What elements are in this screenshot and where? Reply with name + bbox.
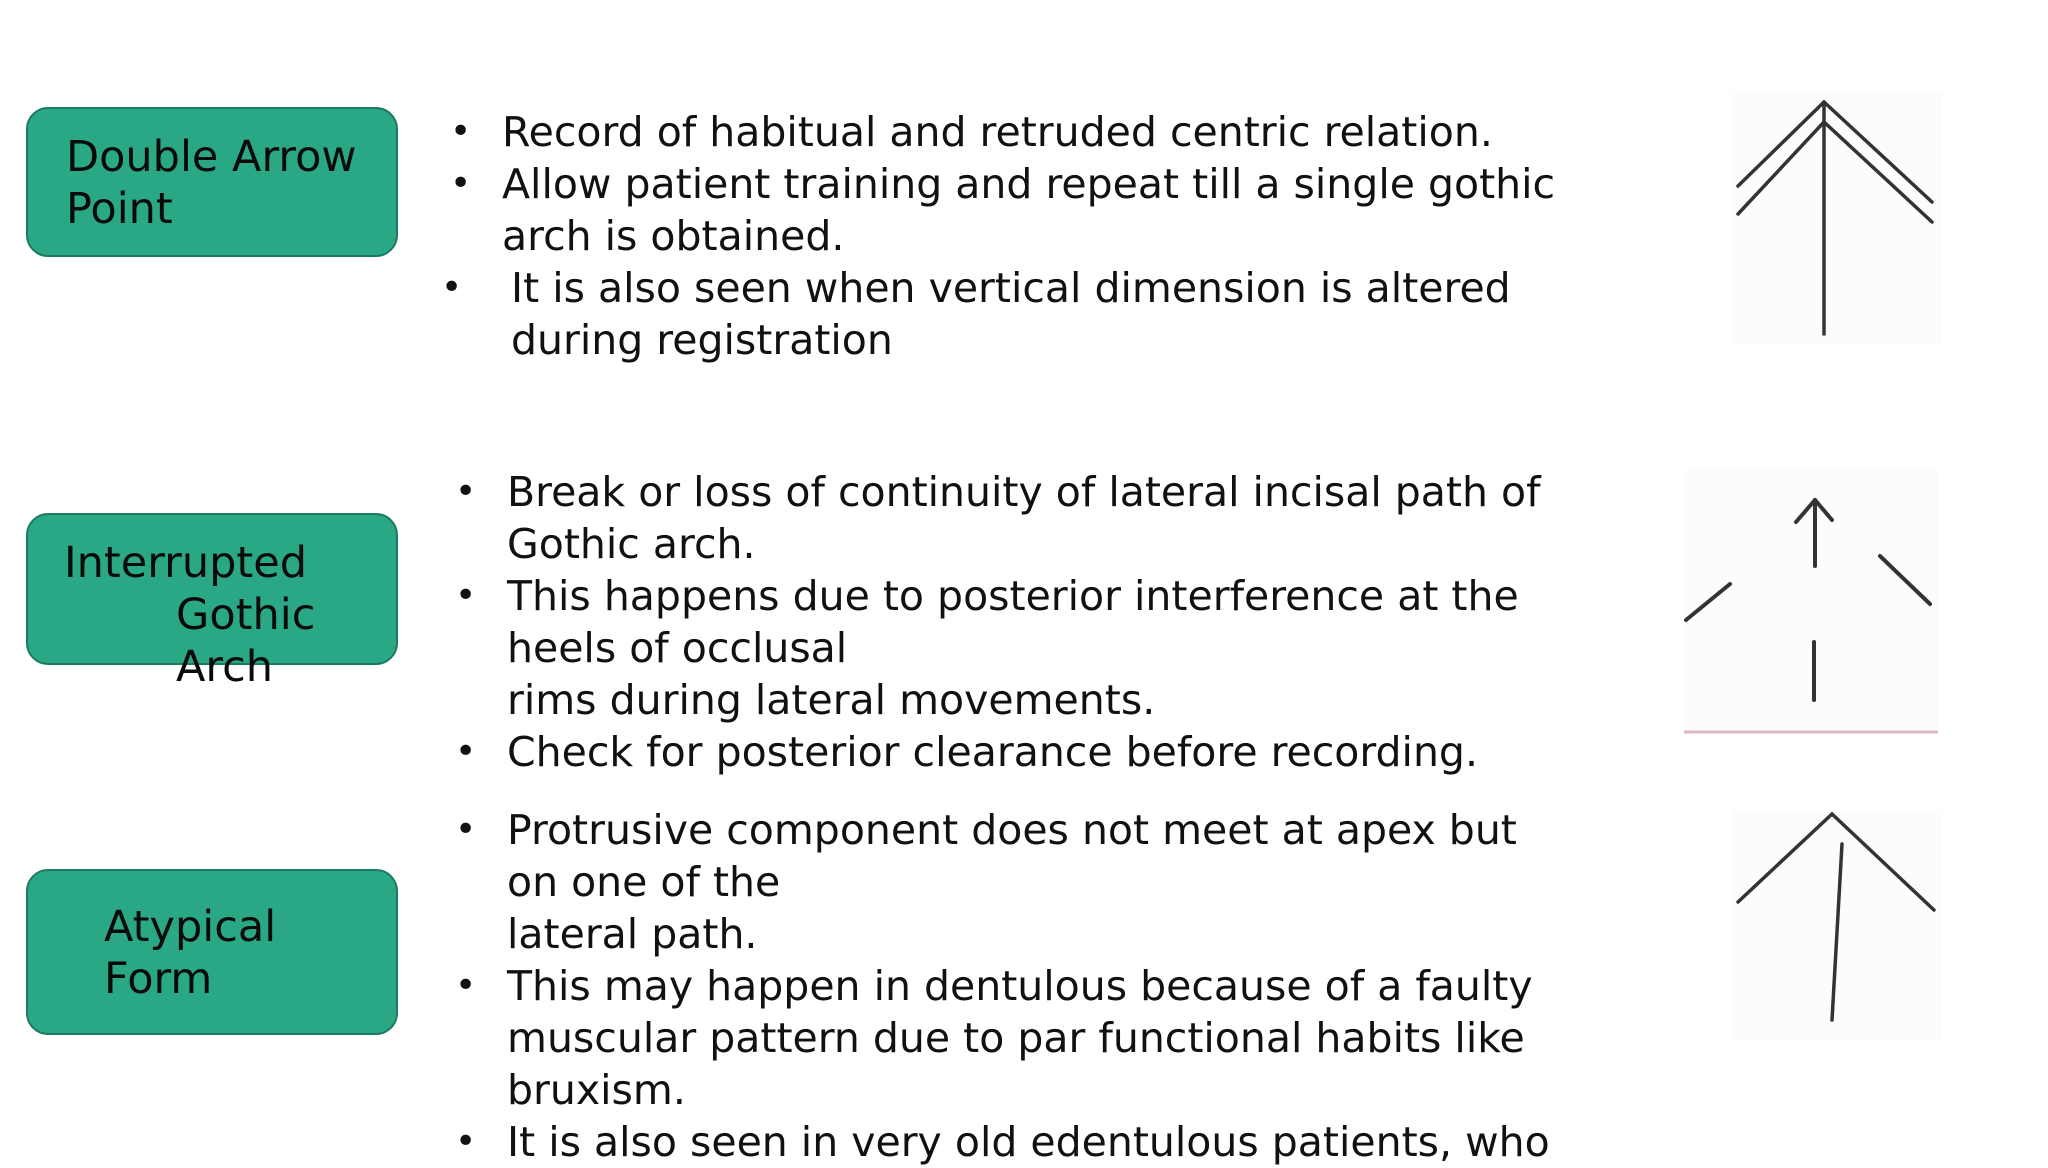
bullet-dot: • bbox=[455, 731, 477, 772]
bullet-dot: • bbox=[455, 575, 477, 616]
bullet-text: heels of occlusal bbox=[507, 624, 848, 672]
atypical-form-bullets bbox=[455, 804, 1550, 1168]
bullet-item bbox=[441, 262, 1555, 366]
bullet-text: Allow patient training and repeat till a single gothic bbox=[502, 160, 1556, 208]
interrupted-gothic-arch-bullets bbox=[455, 466, 1541, 778]
bullet-item bbox=[455, 1116, 1550, 1168]
double-arrow-point-bullets bbox=[441, 106, 1556, 366]
label-line: Double Arrow bbox=[66, 132, 357, 182]
label-line: Interrupted bbox=[64, 538, 308, 588]
atypical-form-label-box bbox=[26, 869, 398, 1035]
bullet-text: This may happen in dentulous because of a faulty bbox=[507, 962, 1533, 1010]
interrupted-gothic-arch-label-box bbox=[26, 513, 398, 692]
bullet-item bbox=[455, 726, 1541, 778]
bullet-text: Break or loss of continuity of lateral incisal path of bbox=[507, 468, 1541, 516]
double-arrow-point-label-box bbox=[26, 107, 398, 257]
bullet-item bbox=[455, 804, 1550, 960]
bullet-text: Record of habitual and retruded centric relation. bbox=[502, 108, 1493, 156]
bullet-text: arch is obtained. bbox=[502, 212, 845, 260]
bullet-text: Check for posterior clearance before recording. bbox=[507, 728, 1478, 776]
bullet-text: Gothic arch. bbox=[507, 520, 756, 568]
bullet-item bbox=[455, 960, 1550, 1116]
bullet-dot: • bbox=[455, 471, 477, 512]
bullet-text: This happens due to posterior interference at the bbox=[507, 572, 1519, 620]
bullet-item bbox=[455, 466, 1541, 570]
label-line: Form bbox=[104, 954, 213, 1004]
bullet-text: muscular pattern due to par functional habits like bbox=[507, 1014, 1525, 1062]
bullet-dot: • bbox=[455, 965, 477, 1006]
label-line: Gothic bbox=[176, 590, 316, 640]
bullet-text: lateral path. bbox=[507, 910, 758, 958]
bullet-dot: • bbox=[450, 163, 472, 204]
bullet-text: It is also seen in very old edentulous patients, who bbox=[507, 1118, 1550, 1166]
atypical-form-icon bbox=[1732, 810, 1942, 1040]
bullet-text: bruxism. bbox=[507, 1066, 686, 1114]
label-line: Atypical bbox=[104, 902, 277, 952]
bullet-text: Protrusive component does not meet at apex but bbox=[507, 806, 1517, 854]
bullet-text: rims during lateral movements. bbox=[507, 676, 1156, 724]
label-line: Arch bbox=[176, 642, 274, 692]
bullet-dot: • bbox=[450, 111, 472, 152]
bullet-item bbox=[450, 158, 1556, 262]
bullet-text: It is also seen when vertical dimension is altered bbox=[511, 264, 1511, 312]
label-line: Point bbox=[66, 184, 173, 234]
interrupted-gothic-arch-icon bbox=[1684, 470, 1938, 734]
bullet-dot: • bbox=[441, 267, 463, 308]
bullet-text: on one of the bbox=[507, 858, 781, 906]
bullet-item bbox=[455, 570, 1541, 726]
double-arrow-point-icon bbox=[1732, 92, 1942, 344]
bullet-item bbox=[450, 106, 1555, 158]
bullet-dot: • bbox=[455, 809, 477, 850]
bullet-dot: • bbox=[455, 1121, 477, 1162]
bullet-text: during registration bbox=[511, 316, 893, 364]
